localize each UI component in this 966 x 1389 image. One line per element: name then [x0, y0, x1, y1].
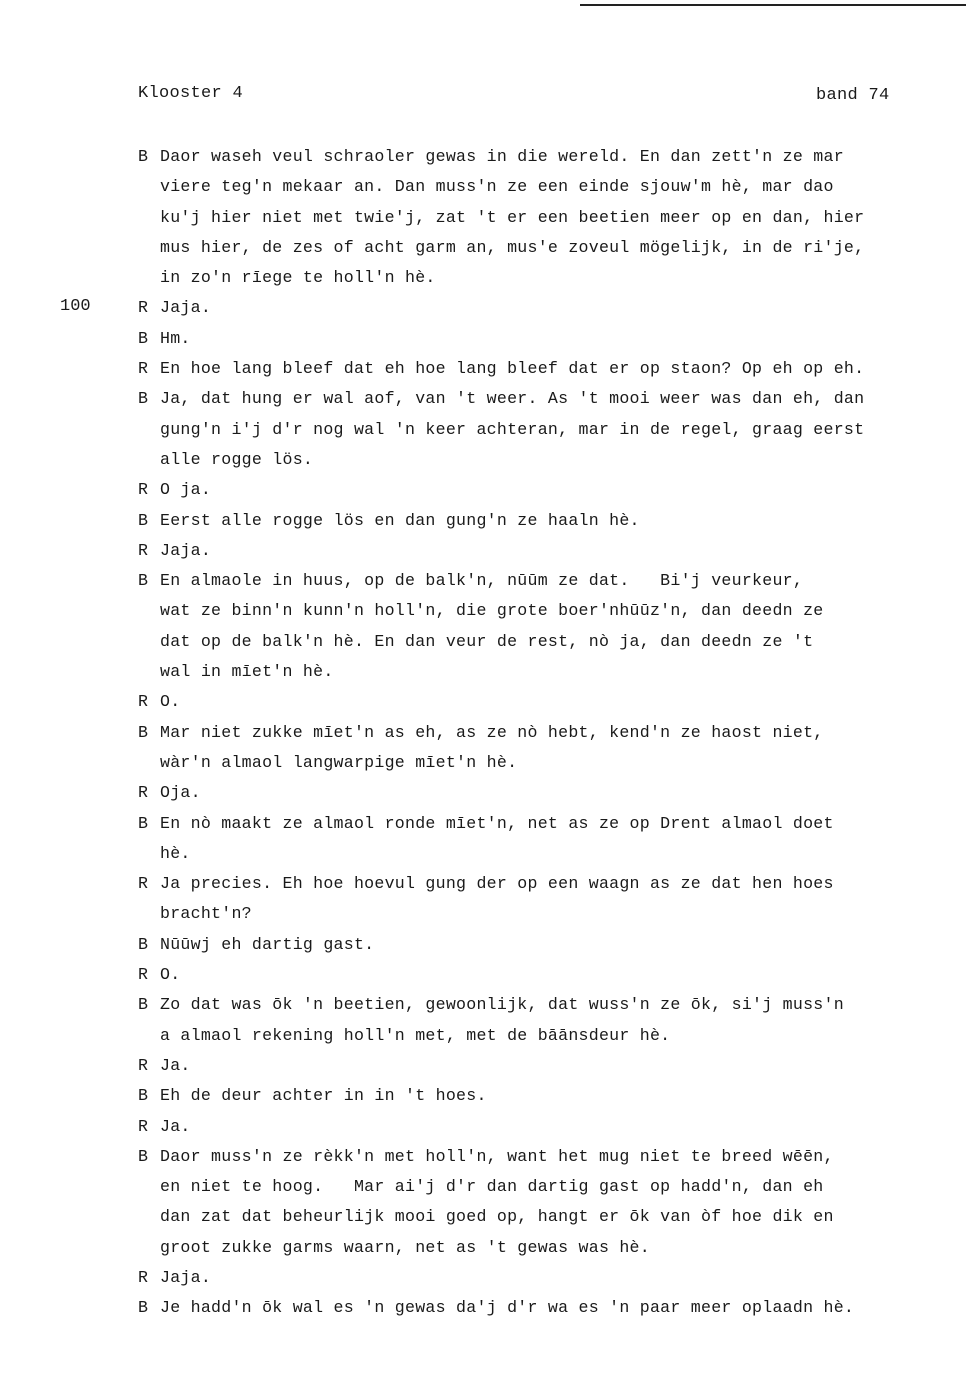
speaker-label: B — [138, 571, 149, 591]
utterance-text: wal in mīet'n hè. — [160, 662, 334, 682]
transcript-line-continuation — [138, 1172, 928, 1202]
utterance-text: groot zukke garms waarn, net as 't gewas was hè. — [160, 1237, 650, 1257]
transcript-line — [138, 1263, 928, 1293]
speaker-label: B — [138, 813, 149, 833]
transcript-line-continuation — [138, 263, 928, 293]
utterance-text: O ja. — [160, 480, 212, 500]
utterance-text: gung'n i'j d'r nog wal 'n keer achteran, mar in de regel, graag eerst — [160, 419, 865, 439]
transcript-line — [138, 778, 928, 808]
transcript-line — [138, 1112, 928, 1142]
speaker-label: R — [138, 480, 149, 500]
speaker-label: B — [138, 389, 149, 409]
utterance-text: Zo dat was ōk 'n beetien, gewoonlijk, dat wuss'n ze ōk, si'j muss'n — [160, 995, 844, 1015]
utterance-text: Daor waseh veul schraoler gewas in die wereld. En dan zett'n ze mar — [160, 147, 844, 166]
utterance-text: Hm. — [160, 328, 191, 348]
transcript-line — [138, 990, 928, 1020]
transcript-line — [138, 142, 928, 172]
speaker-label: B — [138, 328, 149, 348]
transcript-line — [138, 506, 928, 536]
utterance-text: Daor muss'n ze rèkk'n met holl'n, want het mug niet te breed wēēn, — [160, 1146, 834, 1166]
page-header-title: Klooster 4 — [138, 84, 244, 103]
utterance-text: bracht'n? — [160, 904, 252, 924]
speaker-label: B — [138, 722, 149, 742]
margin-line-number: 100 — [60, 297, 91, 316]
utterance-text: ku'j hier niet met twie'j, zat 't er een beetien meer op en dan, hier — [160, 207, 865, 227]
utterance-text: Ja, dat hung er wal aof, van 't weer. As 't mooi weer was dan eh, dan — [160, 389, 865, 409]
transcript-line — [138, 475, 928, 505]
speaker-label: R — [138, 1055, 149, 1075]
transcript-line-continuation — [138, 657, 928, 687]
utterance-text: viere teg'n mekaar an. Dan muss'n ze een einde sjouw'm hè, mar dao — [160, 177, 834, 197]
speaker-label: B — [138, 510, 149, 530]
speaker-label: R — [138, 1116, 149, 1136]
transcript-line-continuation — [138, 899, 928, 929]
speaker-label: B — [138, 1146, 149, 1166]
transcript-line-continuation — [138, 233, 928, 263]
utterance-text: Mar niet zukke mīet'n as eh, as ze nò hebt, kend'n ze haost niet, — [160, 722, 824, 742]
utterance-text: hè. — [160, 843, 191, 863]
utterance-text: Jaja. — [160, 1267, 212, 1287]
transcript-line-continuation — [138, 415, 928, 445]
speaker-label: B — [138, 1086, 149, 1106]
speaker-label: R — [138, 540, 149, 560]
transcript-line — [138, 566, 928, 596]
utterance-text: a almaol rekening holl'n met, met de bāānsdeur hè. — [160, 1025, 671, 1045]
transcript-line-continuation — [138, 445, 928, 475]
transcript-body — [138, 142, 928, 1324]
utterance-text: alle rogge lös. — [160, 449, 314, 469]
transcript-line — [138, 1051, 928, 1081]
transcript-line-continuation — [138, 596, 928, 626]
speaker-label: R — [138, 965, 149, 985]
utterance-text: wat ze binn'n kunn'n holl'n, die grote boer'nhūūz'n, dan deedn ze — [160, 601, 824, 621]
transcript-line-continuation — [138, 839, 928, 869]
utterance-text: mus hier, de zes of acht garm an, mus'e zoveul mögelijk, in de ri'je, — [160, 237, 865, 257]
transcript-line — [138, 324, 928, 354]
transcript-line — [138, 354, 928, 384]
utterance-text: en niet te hoog. Mar ai'j d'r dan dartig gast op hadd'n, dan eh — [160, 1177, 824, 1197]
utterance-text: dan zat dat beheurlijk mooi goed op, hangt er ōk van òf hoe dik en — [160, 1207, 834, 1227]
transcript-line-continuation — [138, 172, 928, 202]
speaker-label: R — [138, 692, 149, 712]
utterance-text: Ja precies. Eh hoe hoevul gung der op een waagn as ze dat hen hoes — [160, 874, 834, 894]
transcript-line — [138, 687, 928, 717]
utterance-text: O. — [160, 692, 181, 712]
transcript-line — [138, 293, 928, 323]
speaker-label: R — [138, 298, 149, 318]
transcript-line — [138, 718, 928, 748]
utterance-text: Jaja. — [160, 540, 212, 560]
utterance-text: En nò maakt ze almaol ronde mīet'n, net as ze op Drent almaol doet — [160, 813, 834, 833]
transcript-line — [138, 930, 928, 960]
transcript-line-continuation — [138, 1233, 928, 1263]
utterance-text: in zo'n rīege te holl'n hè. — [160, 268, 436, 288]
utterance-text: Ja. — [160, 1055, 191, 1075]
utterance-text: O. — [160, 965, 181, 985]
utterance-text: dat op de balk'n hè. En dan veur de rest, nò ja, dan deedn ze 't — [160, 631, 814, 651]
utterance-text: En almaole in huus, op de balk'n, nūūm ze dat. Bi'j veurkeur, — [160, 571, 804, 591]
transcript-line-continuation — [138, 748, 928, 778]
speaker-label: R — [138, 783, 149, 803]
utterance-text: Eerst alle rogge lös en dan gung'n ze haaln hè. — [160, 510, 640, 530]
utterance-text: Je hadd'n ōk wal es 'n gewas da'j d'r wa es 'n paar meer oplaadn hè. — [160, 1298, 855, 1318]
transcript-line-continuation — [138, 1021, 928, 1051]
transcript-line-continuation — [138, 627, 928, 657]
transcript-line — [138, 1081, 928, 1111]
speaker-label: B — [138, 1298, 149, 1318]
speaker-label: R — [138, 874, 149, 894]
speaker-label: B — [138, 995, 149, 1015]
transcript-line-continuation — [138, 203, 928, 233]
speaker-label: B — [138, 934, 149, 954]
utterance-text: Jaja. — [160, 298, 212, 318]
speaker-label: R — [138, 1267, 149, 1287]
transcript-line — [138, 869, 928, 899]
transcript-line — [138, 384, 928, 414]
transcript-line — [138, 960, 928, 990]
transcript-line — [138, 1293, 928, 1323]
utterance-text: wàr'n almaol langwarpige mīet'n hè. — [160, 752, 518, 772]
utterance-text: Eh de deur achter in in 't hoes. — [160, 1086, 487, 1106]
transcript-line — [138, 536, 928, 566]
utterance-text: Ja. — [160, 1116, 191, 1136]
transcript-line — [138, 1142, 928, 1172]
transcript-line — [138, 809, 928, 839]
utterance-text: En hoe lang bleef dat eh hoe lang bleef dat er op staon? Op eh op eh. — [160, 359, 865, 379]
utterance-text: Oja. — [160, 783, 201, 803]
speaker-label: R — [138, 359, 149, 379]
transcript-line-continuation — [138, 1202, 928, 1232]
speaker-label: B — [138, 147, 149, 166]
top-rule — [580, 4, 966, 6]
utterance-text: Nūūwj eh dartig gast. — [160, 934, 375, 954]
page-header-tape-number: band 74 — [816, 86, 890, 105]
